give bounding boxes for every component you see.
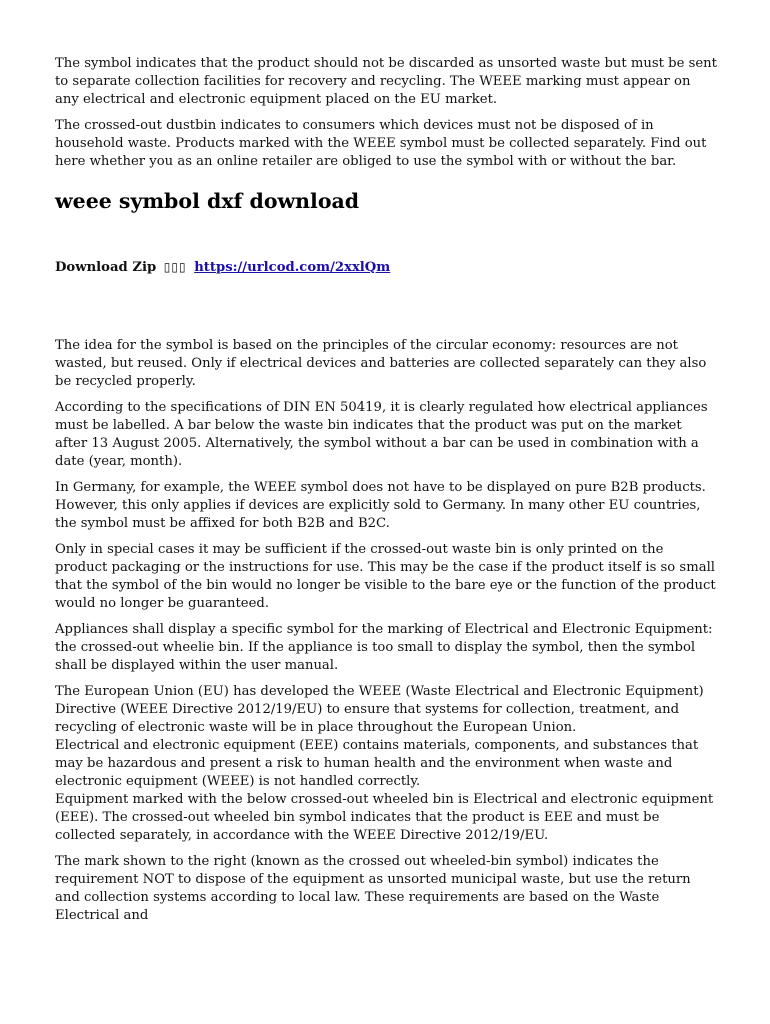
eu-directive-block xyxy=(55,683,717,845)
body-paragraph-5: Appliances shall display a specific symbol for the marking of Electrical and Electronic Equipment: the crossed-out wheelie bin. If the appliance is too small to display the symbol, then the symbol shall be displayed within the user manual. xyxy=(55,622,713,673)
document-page xyxy=(55,55,717,933)
download-label: Download Zip xyxy=(55,260,157,275)
page-heading: weee symbol dxf download xyxy=(55,189,360,213)
body-paragraph-1: The idea for the symbol is based on the principles of the circular economy: resources are not wasted, but reused. Only if electrical devices and batteries are collected separately can they also be recycled properly. xyxy=(55,338,707,389)
last-paragraph: The mark shown to the right (known as the crossed out wheeled-bin symbol) indicates the requirement NOT to dispose of the equipment as unsorted municipal waste, but use the return and collection systems according to local law. These requirements are based on the Waste Electrical and xyxy=(55,854,691,923)
intro-paragraph-2: The crossed-out dustbin indicates to consumers which devices must not be disposed of in household waste. Products marked with the WEEE symbol must be collected separately. Find out here whether you as an online retailer are obliged to use the symbol with or without the bar. xyxy=(55,118,707,169)
eu-paragraph-3: Equipment marked with the below crossed-out wheeled bin is Electrical and electronic equipment (EEE). The crossed-out wheeled bin symbol indicates that the product is EEE and must be collected separately, in accordance with the WEEE Directive 2012/19/EU. xyxy=(55,792,714,843)
body-paragraph-4: Only in special cases it may be sufficient if the crossed-out waste bin is only printed on the product packaging or the instructions for use. This may be the case if the product itself is so small that the symbol of the bin would no longer be visible to the bare eye or the function of the product would no longer be guaranteed. xyxy=(55,542,716,611)
body-paragraph-3: In Germany, for example, the WEEE symbol does not have to be displayed on pure B2B products. However, this only applies if devices are explicitly sold to Germany. In many other EU countries, the symbol must be affixed for both B2B and B2C. xyxy=(55,480,706,531)
placeholder-glyphs-icon: ▯▯▯ xyxy=(163,260,187,274)
spacer xyxy=(55,277,717,337)
download-link[interactable]: https://urlcod.com/2xxlQm xyxy=(194,260,391,275)
intro-paragraph-1: The symbol indicates that the product should not be discarded as unsorted waste but must be sent to separate collection facilities for recovery and recycling. The WEEE marking must appear on any electrical and electronic equipment placed on the EU market. xyxy=(55,56,717,107)
download-line xyxy=(55,258,717,277)
body-paragraph-2: According to the specifications of DIN EN 50419, it is clearly regulated how electrical appliances must be labelled. A bar below the waste bin indicates that the product was put on the market after 13 August 2005. Alternatively, the symbol without a bar can be used in combination with a date (year, month). xyxy=(55,400,708,469)
eu-paragraph-1: The European Union (EU) has developed the WEEE (Waste Electrical and Electronic Equipment) Directive (WEEE Directive 2012/19/EU) to ensure that systems for collection, treatment, and recycling of electronic waste will be in place throughout the European Union. xyxy=(55,684,704,735)
eu-paragraph-2: Electrical and electronic equipment (EEE) contains materials, components, and substances that may be hazardous and present a risk to human health and the environment when waste and electronic equipment (WEEE) is not handled correctly. xyxy=(55,738,699,789)
